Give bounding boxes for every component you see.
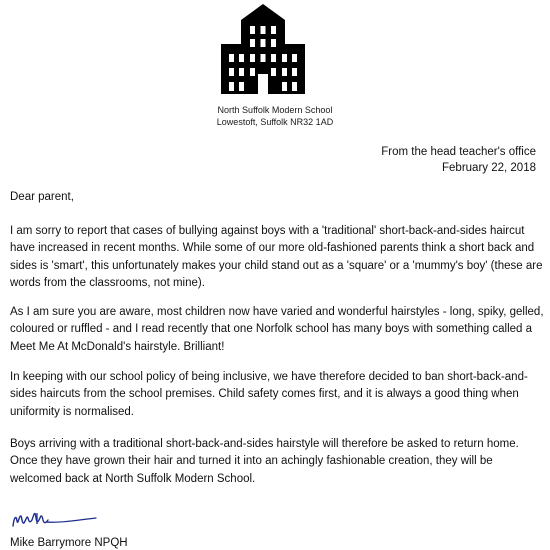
school-address: Lowestoft, Suffolk NR32 1AD	[216, 117, 334, 127]
office-line: From the head teacher's office	[381, 146, 536, 158]
paragraph-1: I am sorry to report that cases of bullying against boys with a 'traditional' short-back-and-sides haircut have increased in recent months. While some of our more old-fashioned parents think a short back and sides is 'smart', this unfortunately makes your child stand out as a 'square' or a 'mummy's boy' (these are words from the classrooms, not mine).	[10, 225, 543, 290]
letter-date: February 22, 2018	[442, 162, 536, 174]
school-building-icon	[217, 2, 309, 94]
paragraph-3: In keeping with our school policy of being inclusive, we have therefore decided to ban short-back-and-sides haircuts from the school premises. Child safety comes first, and it is always a good thing when uniformity is normalised.	[10, 371, 528, 418]
signature-icon	[10, 506, 100, 530]
signoff-name: Mike Barrymore NPQH	[10, 537, 128, 549]
paragraph-4: Boys arriving with a traditional short-back-and-sides hairstyle will therefore be asked to return home. Once they have grown their hair and turned it into an achingly fashionable creation, they will be welcomed back at North Suffolk Modern School.	[10, 438, 519, 485]
school-header	[0, 104, 550, 128]
greeting: Dear parent,	[10, 191, 74, 203]
paragraph-2: As I am sure you are aware, most children now have varied and wonderful hairstyles - long, spiky, gelled, coloured or ruffled - and I read recently that one Norfolk school has many boys with something called a Meet Me At McDonald's hairstyle. Brilliant!	[10, 306, 544, 353]
office-block	[381, 144, 536, 176]
school-name: North Suffolk Modern School	[217, 105, 333, 115]
